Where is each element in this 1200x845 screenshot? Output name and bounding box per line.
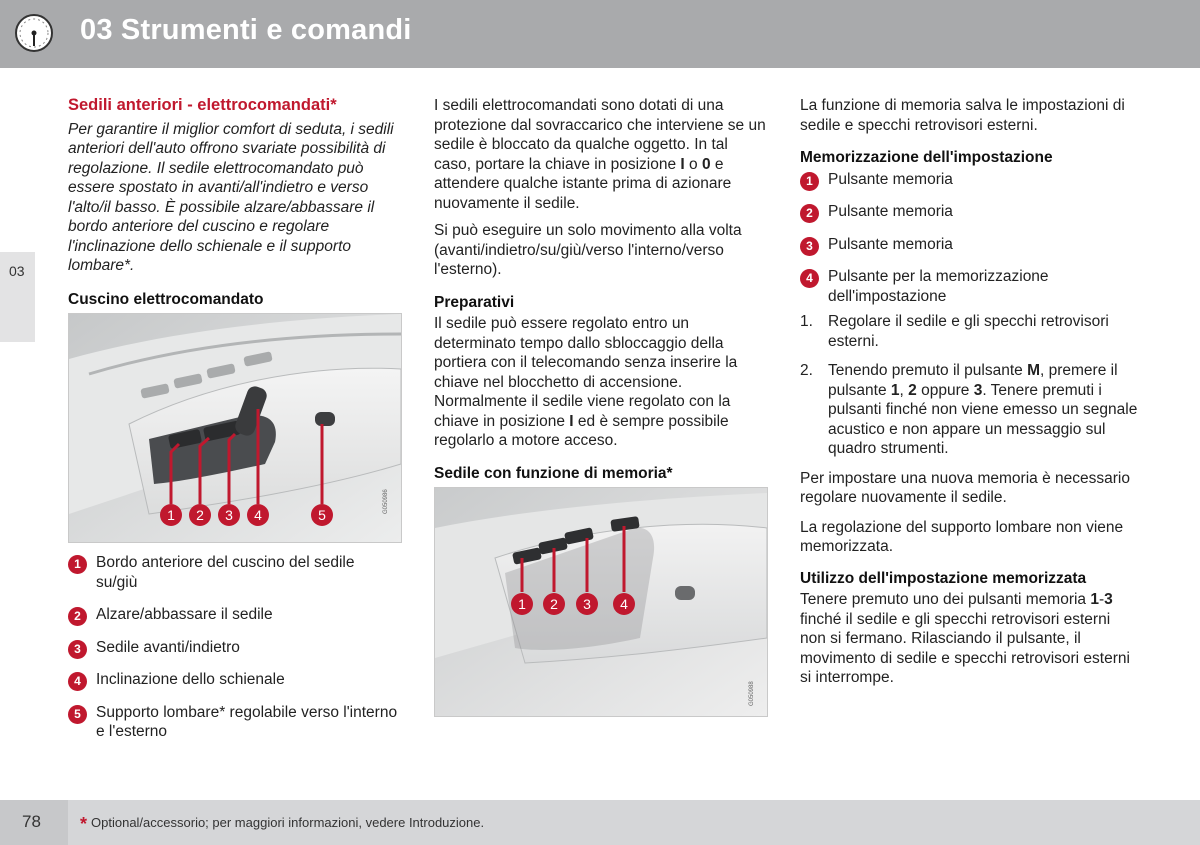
sub-heading-store-setting: Memorizzazione dell'impostazione <box>800 149 1053 166</box>
number-badge: 1 <box>800 172 819 191</box>
list-item-text: Bordo anteriore del cuscino del sedile su/giù <box>96 554 355 591</box>
list-item <box>68 638 400 658</box>
footnote-text: Optional/accessorio; per maggiori informazioni, vedere Introduzione. <box>91 815 485 830</box>
callout-label: 1 <box>167 507 175 523</box>
list-item-text: Inclinazione dello schienale <box>96 671 285 688</box>
step-number: 2. <box>800 362 813 379</box>
cushion-controls-list <box>68 553 400 742</box>
step-item <box>800 361 1140 459</box>
list-item <box>68 670 400 690</box>
list-item <box>800 267 1140 306</box>
step-text: Regolare il sedile e gli specchi retrovisori esterni. <box>828 313 1109 350</box>
use-setting-paragraph: Tenere premuto uno dei pulsanti memoria 1-3 finché il sedile e gli specchi retrovisori esterni non si fermano. Rilasciando il pulsante, il movimento di sedile e specchi retrovisori esterni si interrompe. <box>800 591 1130 686</box>
single-movement-paragraph: Si può eseguire un solo movimento alla volta (avanti/indietro/su/giù/verso l'interno/verso l'esterno). <box>434 222 742 278</box>
figure-code: G050988 <box>749 681 755 706</box>
number-badge: 3 <box>800 237 819 256</box>
seat-controls-illustration <box>69 314 401 542</box>
callout-label: 2 <box>550 596 558 612</box>
page-header <box>0 0 1200 68</box>
column-left <box>68 96 400 755</box>
callout-label: 4 <box>620 596 628 612</box>
list-item-text: Sedile avanti/indietro <box>96 638 240 656</box>
number-badge: 2 <box>800 204 819 223</box>
list-item <box>800 170 1140 190</box>
step-item <box>800 312 1140 351</box>
callout-label: 3 <box>583 596 591 612</box>
number-badge: 4 <box>800 269 819 288</box>
memory-buttons-list <box>800 170 1140 307</box>
list-item-text: Pulsante memoria <box>828 170 953 188</box>
callout-label: 2 <box>196 507 204 523</box>
section-heading: Sedili anteriori - elettrocomandati* <box>68 96 337 114</box>
page-number: 78 <box>22 812 41 831</box>
callout-label: 1 <box>518 596 526 612</box>
lumbar-paragraph: La regolazione del supporto lombare non viene memorizzata. <box>800 518 1124 555</box>
number-badge: 1 <box>68 555 87 574</box>
overload-paragraph: I sedili elettrocomandati sono dotati di una protezione dal sovraccarico che interviene se un sedile è bloccato da qualche oggetto. In tal caso, portare la chiave in posizione I o 0 e attendere qualche istante prima di azionare nuovamente il sedile. <box>434 97 766 212</box>
figure-memory-buttons <box>434 487 768 717</box>
new-memory-paragraph: Per impostare una nuova memoria è necessario regolare nuovamente il sedile. <box>800 469 1130 506</box>
number-badge: 3 <box>68 640 87 659</box>
number-badge: 4 <box>68 672 87 691</box>
intro-paragraph: Per garantire il miglior comfort di seduta, i sedili anteriori dell'auto offrono svariate possibilità di regolazione. Il sedile elettrocomandato può essere spostato in avanti/all'indietro e verso l'alto/il basso. È possibile alzare/abbassare il bordo anteriore del cuscino e regolare l'inclinazione dello schienale e il supporto lombare*. <box>68 120 394 274</box>
callout-label: 5 <box>318 507 326 523</box>
page-number-box <box>0 800 68 845</box>
list-item <box>68 553 400 592</box>
figure-seat-controls <box>68 313 402 543</box>
callout-label: 3 <box>225 507 233 523</box>
column-right <box>800 96 1140 696</box>
number-badge: 2 <box>68 607 87 626</box>
column-middle <box>434 96 768 717</box>
side-tab-label: 03 <box>9 263 25 279</box>
chapter-title: 03 Strumenti e comandi <box>80 14 412 46</box>
list-item-text: Alzare/abbassare il sedile <box>96 606 273 623</box>
figure-code: G050986 <box>383 489 389 514</box>
sub-heading-preparations: Preparativi <box>434 293 515 311</box>
sub-heading-memory-seat: Sedile con funzione di memoria* <box>434 464 673 482</box>
number-badge: 5 <box>68 705 87 724</box>
gauge-icon <box>14 13 54 53</box>
list-item-text: Pulsante memoria <box>828 235 953 253</box>
footnote <box>80 814 484 835</box>
list-item <box>800 235 1140 255</box>
page-footer <box>0 800 1200 845</box>
steps-list <box>800 312 1140 459</box>
footnote-star: * <box>80 814 88 834</box>
list-item <box>68 605 400 625</box>
list-item-text: Pulsante memoria <box>828 203 953 220</box>
callout-label: 4 <box>254 507 262 523</box>
list-item-text: Pulsante per la memorizzazione dell'impostazione <box>828 268 1049 305</box>
step-text: Tenendo premuto il pulsante M, premere il pulsante 1, 2 oppure 3. Tenere premuti i pulsanti finché non viene emesso un segnale acustico e non appare un messaggio sul quadro strumenti. <box>828 362 1138 457</box>
sub-heading-cushion: Cuscino elettrocomandato <box>68 290 264 308</box>
chapter-side-tab <box>0 252 35 342</box>
sub-heading-use-setting: Utilizzo dell'impostazione memorizzata <box>800 569 1087 587</box>
list-item <box>800 202 1140 222</box>
memory-intro-paragraph: La funzione di memoria salva le impostazioni di sedile e specchi retrovisori esterni. <box>800 97 1125 134</box>
step-number: 1. <box>800 313 813 330</box>
list-item <box>68 703 400 742</box>
preparations-paragraph: Il sedile può essere regolato entro un determinato tempo dallo sbloccaggio della portiera con il telecomando senza inserire la chiave nel blocchetto di accensione. Normalmente il sedile viene regolato con la chiave in posizione I ed è sempre possibile regolarlo a motore acceso. <box>434 315 738 449</box>
list-item-text: Supporto lombare* regolabile verso l'interno e l'esterno <box>96 703 398 740</box>
memory-buttons-illustration <box>435 488 767 716</box>
